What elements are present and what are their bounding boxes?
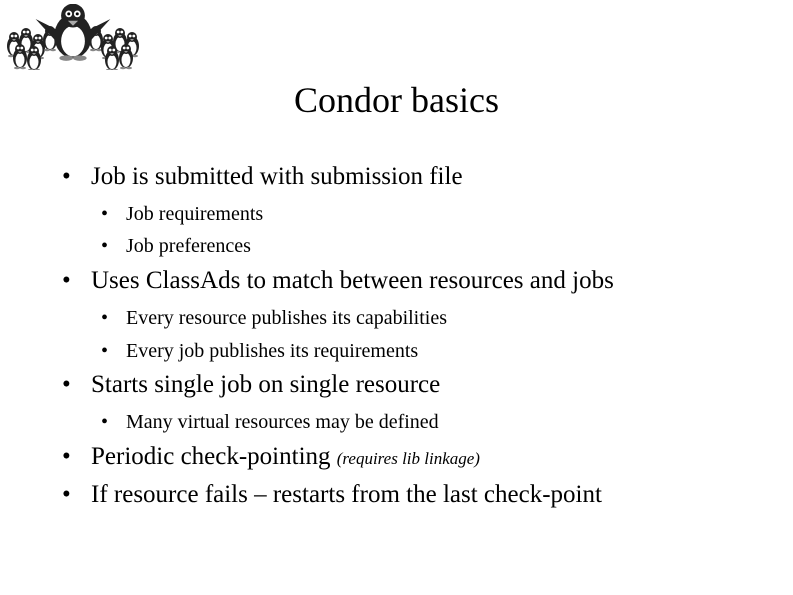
- bullet-marker: •: [101, 340, 109, 362]
- bullet-text: If resource fails – restarts from the last check-point: [91, 481, 602, 508]
- bullet-item: [62, 442, 480, 474]
- bullet-marker: •: [62, 443, 71, 470]
- bullet-text: Job is submitted with submission file: [91, 163, 463, 190]
- bullet-text: Periodic check-pointing: [91, 443, 331, 470]
- sub-bullet-text: Every resource publishes its capabilities: [126, 307, 448, 329]
- bullet-item: [62, 480, 602, 510]
- sub-bullet-item: [101, 410, 439, 434]
- bullet-item: [62, 370, 440, 400]
- sub-bullet-item: [101, 202, 263, 226]
- bullet-text: Uses ClassAds to match between resources and jobs: [91, 267, 614, 294]
- sub-bullet-item: [101, 306, 447, 330]
- sub-bullet-item: [101, 339, 418, 363]
- sub-bullet-text: Job requirements: [126, 203, 264, 225]
- sub-bullet-item: [101, 234, 251, 258]
- bullet-marker: •: [101, 411, 109, 433]
- bullet-marker: •: [62, 371, 71, 398]
- bullet-note: (requires lib linkage): [336, 449, 480, 468]
- bullet-marker: •: [101, 307, 109, 329]
- bullet-marker: •: [62, 481, 71, 508]
- sub-bullet-text: Job preferences: [126, 235, 251, 257]
- bullet-item: [62, 266, 614, 296]
- bullet-marker: •: [62, 163, 71, 190]
- bullet-marker: •: [101, 235, 109, 257]
- bullet-text: Starts single job on single resource: [91, 371, 441, 398]
- bullet-marker: •: [101, 203, 109, 225]
- sub-bullet-text: Many virtual resources may be defined: [126, 411, 439, 433]
- bullet-item: [62, 162, 463, 192]
- slide-title: Condor basics: [294, 80, 499, 120]
- sub-bullet-text: Every job publishes its requirements: [126, 340, 419, 362]
- bullet-marker: •: [62, 267, 71, 294]
